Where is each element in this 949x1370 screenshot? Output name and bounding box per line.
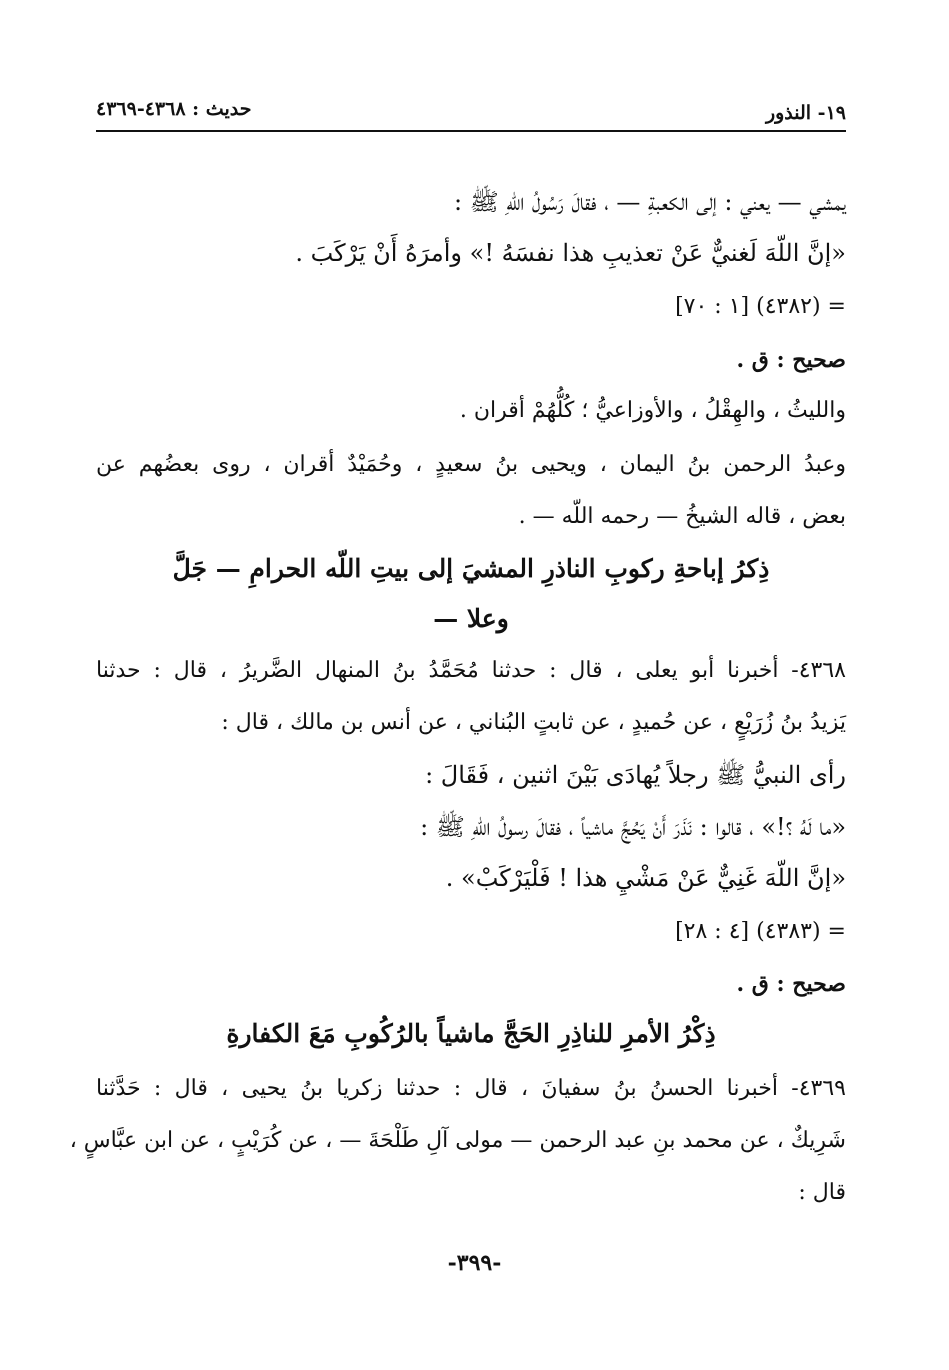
section-title: ذِكرُ إباحةِ ركوبِ الناذرِ المشيَ إلى بيتِ اللّه الحرامِ — جَلَّ [172, 554, 770, 583]
hadith-number-line: ٤٣٦٩- أخبرنا الحسنُ بنُ سفيانَ ، قال : حدثنا زكريا بنُ يحيى ، قال : حَدَّثنا [96, 1076, 846, 1101]
text-line: رأى النبيُّ ﷺ رجلاً يُهادَى بَيْنَ اثنين ، فَقَالَ : [425, 761, 846, 789]
text-line: وعبدُ الرحمن بنُ اليمان ، ويحيى بنُ سعيدٍ ، وحُمَيْدٌ أقران ، روى بعضُهم عن [96, 452, 846, 477]
text-line: قال : [798, 1180, 846, 1205]
page-number: -٣٩٩- [447, 1250, 502, 1276]
text-line: بعض ، قاله الشيخُ — رحمه اللّه — . [518, 504, 846, 529]
grading-line: صحيح : ق . [736, 971, 846, 997]
text-line: يَزيدُ بنُ زُرَيْعٍ ، عن حُميدٍ ، عن ثابتٍ البُناني ، عن أنس بن مالك ، قال : [221, 710, 846, 735]
section-title: وعلا — [433, 604, 509, 633]
hadith-number-line: ٤٣٦٨- أخبرنا أبو يعلى ، قال : حدثنا مُحَمَّدُ بنُ المنهال الضَّريرُ ، قال : حدثنا [96, 658, 846, 683]
reference-line: = (٤٣٨٣) [٤ : ٢٨] [675, 919, 846, 944]
page-header [96, 94, 846, 132]
text-line: شَرِيكٌ ، عن محمد بنِ عبد الرحمن — مولى آلِ طَلْحَةَ — ، عن كُرَيْبٍ ، عن ابن عبَّاسٍ ، [69, 1128, 846, 1153]
reference-line: = (٤٣٨٢) [١ : ٧٠] [675, 294, 846, 319]
section-title: ذِكْرُ الأمرِ للناذِرِ الحَجَّ ماشياً بالرُكُوبِ مَعَ الكفارةِ [226, 1019, 716, 1048]
text-line: يمشي — يعني : إلى الكعبةِ — ، فقالَ رَسُولُ اللّهِ ﷺ : [454, 188, 846, 216]
text-line: «ما لَهُ ؟!» ، قالوا : نَذَرَ أَنْ يَحُجَّ ماشياً ، فقالَ رسولُ اللّهِ ﷺ : [420, 813, 846, 841]
text-line: «إنَّ اللّهَ لَغنيٌّ عَنْ تعذيبِ هذا نفسَهُ !» وأمرَهُ أَنْ يَرْكَبَ . [295, 239, 846, 267]
chapter-title: ١٩- النذور [765, 102, 846, 124]
hadith-range: حديث : ٤٣٦٨-٤٣٦٩ [96, 98, 252, 120]
text-line: «إنَّ اللّهَ غَنِيٌّ عَنْ مَشْيِ هذا ! فَلْيَرْكَبْ» . [445, 864, 846, 892]
text-line: والليثُ ، والهِقْلُ ، والأوزاعيُّ ؛ كُلُّهُمْ أقران . [459, 398, 846, 423]
grading-line: صحيح : ق . [736, 347, 846, 373]
